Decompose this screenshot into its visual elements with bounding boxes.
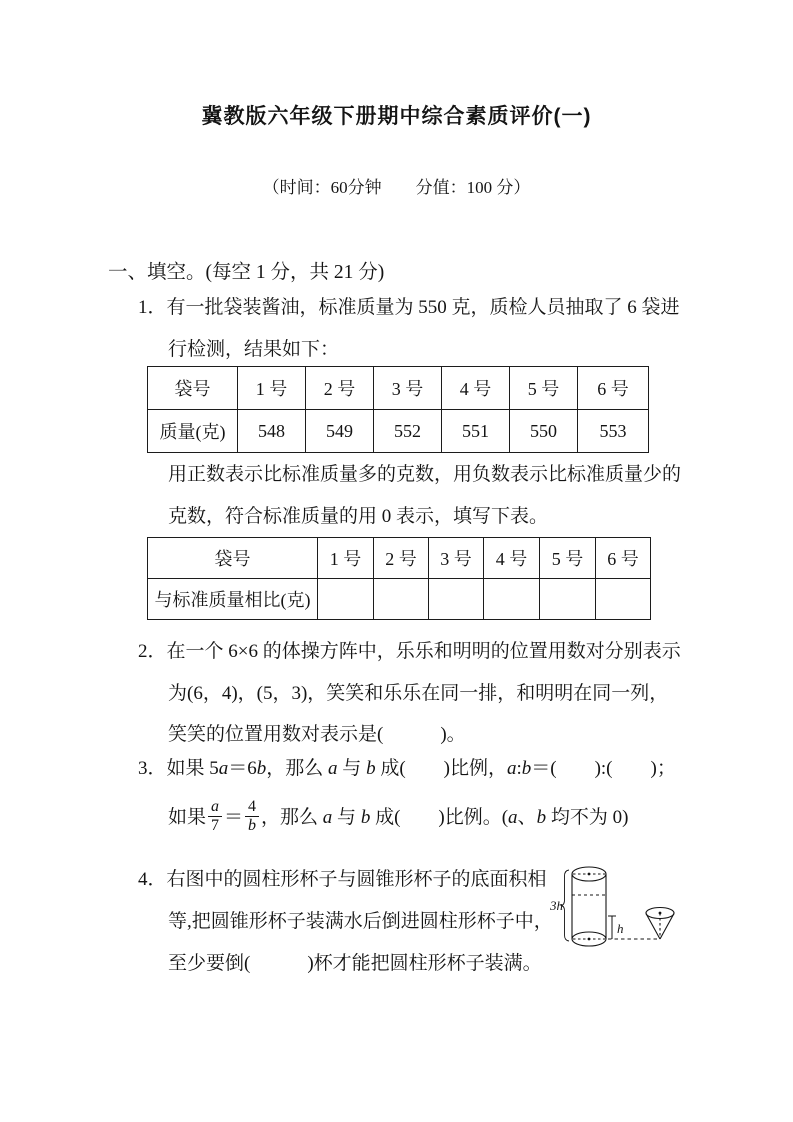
- q4-line-2: 等,把圆锥形杯子装满水后倒进圆柱形杯子中，: [168, 911, 553, 932]
- table-cell: 548: [238, 410, 306, 453]
- table-cell: 3 号: [429, 538, 484, 579]
- q1-line-1: 1．有一批袋装酱油，标准质量为 550 克，质检人员抽取了 6 袋进: [138, 297, 680, 318]
- table-row: [148, 579, 651, 620]
- doc-title: 冀教版六年级下册期中综合素质评价(一): [201, 105, 592, 128]
- table-cell: 袋号: [148, 367, 238, 410]
- table-cell: 6 号: [596, 538, 651, 579]
- q1-note-1: 用正数表示比标准质量多的克数，用负数表示比标准质量少的: [168, 464, 682, 485]
- table-cell: 质量(克): [148, 410, 238, 453]
- q2-line-3: 笑笑的位置用数对表示是( )。: [168, 724, 466, 745]
- q3-line-2: 如果 $\frac{a}{7}$ ＝ $\frac{4}{b}$ ，那么 a 与 b 成( )比例。(a、b 均不为 0): [168, 798, 629, 834]
- table-cell: 553: [578, 410, 649, 453]
- table-cell: 4 号: [484, 538, 540, 579]
- table-cell: 549: [306, 410, 374, 453]
- cylinder-shape: [572, 867, 606, 946]
- blank-answer-cell: [374, 579, 429, 620]
- table-cell: 5 号: [510, 367, 578, 410]
- table-cell: 550: [510, 410, 578, 453]
- table-cell: 2 号: [374, 538, 429, 579]
- table-cell: 551: [442, 410, 510, 453]
- table-row: [148, 367, 649, 410]
- table-cell: 袋号: [148, 538, 318, 579]
- table-cell: 1 号: [238, 367, 306, 410]
- blank-answer-cell: [540, 579, 596, 620]
- q3-line-1: 3．如果 5a＝6b，那么 a 与 b 成( )比例，a:b＝( ):( )；: [138, 758, 676, 779]
- cone-height-measure: [608, 916, 616, 939]
- table-cell: 1 号: [318, 538, 374, 579]
- cylinder-top-center-dot: [588, 873, 591, 876]
- table-row: [148, 538, 651, 579]
- q4-line-3: 至少要倒( )杯才能把圆柱形杯子装满。: [168, 953, 542, 974]
- cylinder-cone-figure: [550, 846, 720, 964]
- blank-answer-cell: [484, 579, 540, 620]
- blank-answer-cell: [429, 579, 484, 620]
- cylinder-height-label: 3h: [550, 898, 563, 913]
- table-cell: 552: [374, 410, 442, 453]
- q1-note-2: 克数，符合标准质量的用 0 表示，填写下表。: [168, 506, 549, 527]
- table-cell: 与标准质量相比(克): [148, 579, 318, 620]
- table-cell: 2 号: [306, 367, 374, 410]
- table-cell: 3 号: [374, 367, 442, 410]
- q2-line-1: 2．在一个 6×6 的体操方阵中，乐乐和明明的位置用数对分别表示: [138, 641, 681, 662]
- blank-answer-cell: [318, 579, 374, 620]
- bag-weight-table: [147, 366, 649, 453]
- cylinder-bottom-center-dot: [588, 938, 591, 941]
- cone-height-label: h: [617, 921, 624, 936]
- q1-line-2: 行检测，结果如下：: [168, 339, 340, 360]
- comparison-table: [147, 537, 651, 620]
- table-cell: 4 号: [442, 367, 510, 410]
- table-row: [148, 410, 649, 453]
- table-cell: 5 号: [540, 538, 596, 579]
- q2-line-2: 为(6，4)，(5，3)，笑笑和乐乐在同一排，和明明在同一列，: [168, 683, 669, 704]
- section-1-heading: 一、填空。(每空 1 分，共 21 分): [108, 262, 385, 283]
- blank-answer-cell: [596, 579, 651, 620]
- table-cell: 6 号: [578, 367, 649, 410]
- q4-line-1: 4．右图中的圆柱形杯子与圆锥形杯子的底面积相: [138, 869, 547, 890]
- cone-top-center-dot: [659, 912, 662, 915]
- doc-meta: （时间：60分钟 分值：100 分）: [262, 178, 531, 197]
